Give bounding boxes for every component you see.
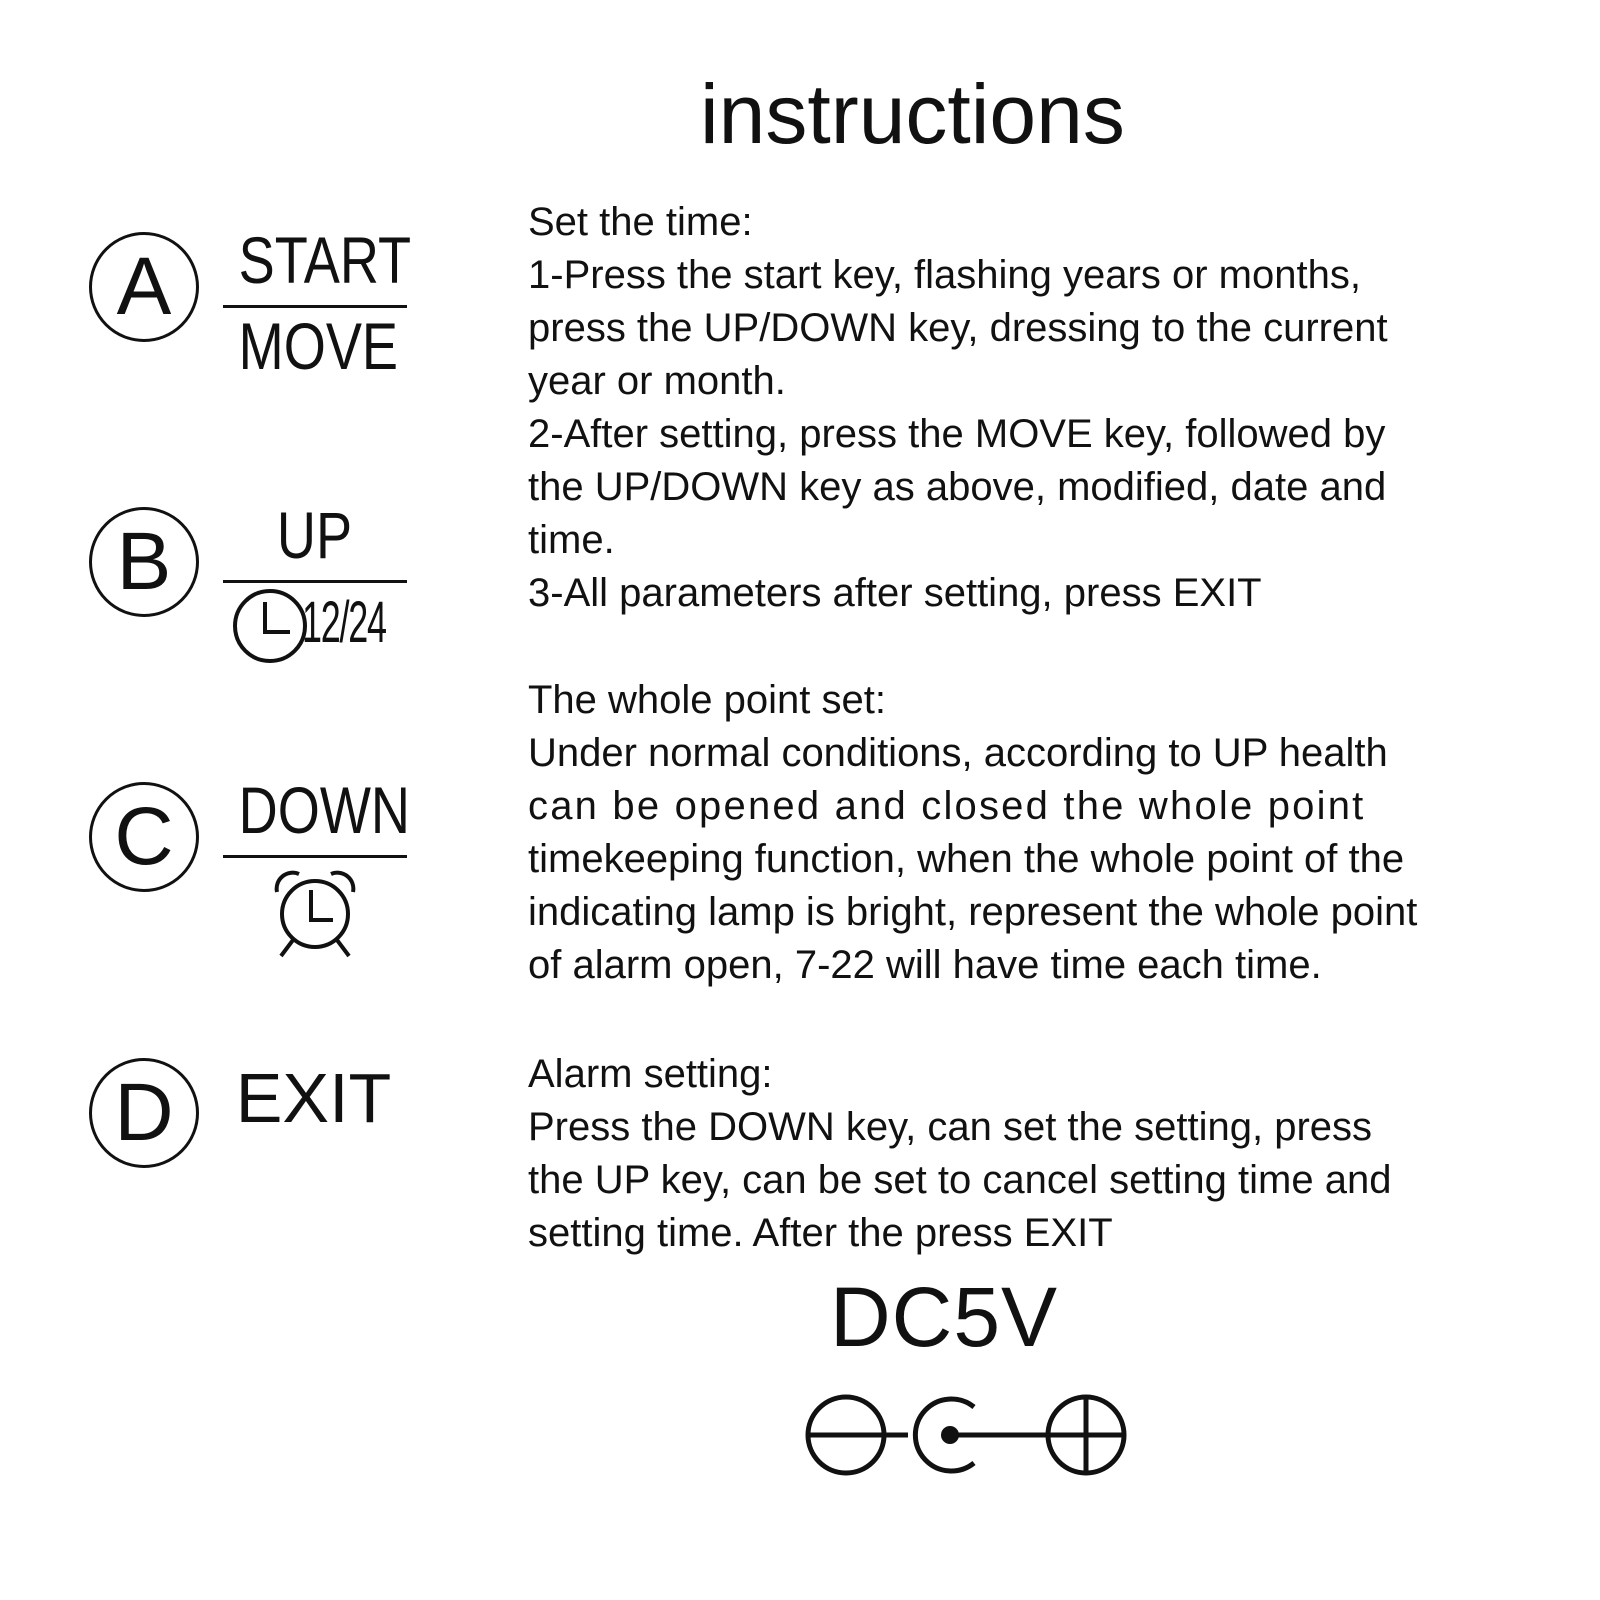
section-heading: Set the time: <box>528 200 753 244</box>
key-b-top-label: UP <box>276 498 353 572</box>
plus-circle-icon <box>1048 1397 1124 1473</box>
instruction-line: setting time. After the press EXIT <box>528 1211 1113 1255</box>
minus-circle-icon <box>808 1397 884 1473</box>
instruction-line: time. <box>528 518 615 562</box>
key-b-bottom <box>222 584 407 664</box>
instruction-line: indicating lamp is bright, represent the whole point <box>528 890 1418 934</box>
polarity-diagram <box>800 1385 1160 1485</box>
instruction-line: the UP/DOWN key as above, modified, date and <box>528 465 1387 509</box>
key-b-divider <box>223 580 407 583</box>
instruction-line: 1-Press the start key, flashing years or months, <box>528 253 1361 297</box>
page-title: instructions <box>700 67 1125 161</box>
key-b-bottom-label: 12/24 <box>302 590 386 655</box>
instruction-line: the UP key, can be set to cancel setting time and <box>528 1158 1392 1202</box>
key-b-letter: B <box>89 507 199 617</box>
key-c <box>86 775 426 905</box>
instruction-line: of alarm open, 7-22 will have time each time. <box>528 943 1322 987</box>
key-c-top-label: DOWN <box>238 773 411 847</box>
instruction-line: Under normal conditions, according to UP health <box>528 731 1388 775</box>
instruction-line: year or month. <box>528 359 786 403</box>
section-heading: The whole point set: <box>528 678 886 722</box>
instruction-line: 3-All parameters after setting, press EXIT <box>528 571 1262 615</box>
key-d-letter: D <box>89 1058 199 1168</box>
section-whole-point <box>528 674 1538 992</box>
key-b <box>86 498 426 655</box>
key-c-bottom <box>222 859 407 939</box>
key-a <box>86 223 426 383</box>
key-a-letter: A <box>89 232 199 342</box>
key-d-label: EXIT <box>235 1059 392 1137</box>
key-c-divider <box>223 855 407 858</box>
instruction-line: 2-After setting, press the MOVE key, followed by <box>528 412 1386 456</box>
instruction-line: Press the DOWN key, can set the setting, press <box>528 1105 1373 1149</box>
key-d <box>86 1051 426 1181</box>
alarm-clock-icon <box>265 864 365 964</box>
power-label: DC5V <box>830 1270 1059 1364</box>
key-a-divider <box>223 305 407 308</box>
section-set-time <box>528 196 1538 620</box>
key-c-letter: C <box>89 782 199 892</box>
section-alarm <box>528 1048 1538 1260</box>
instruction-line: can be opened and closed the whole point <box>528 784 1366 828</box>
section-heading: Alarm setting: <box>528 1052 773 1096</box>
instruction-line: timekeeping function, when the whole point of the <box>528 837 1405 881</box>
key-a-bottom-label: MOVE <box>238 309 399 383</box>
key-a-top-label: START <box>238 223 412 297</box>
instruction-line: press the UP/DOWN key, dressing to the current <box>528 306 1388 350</box>
